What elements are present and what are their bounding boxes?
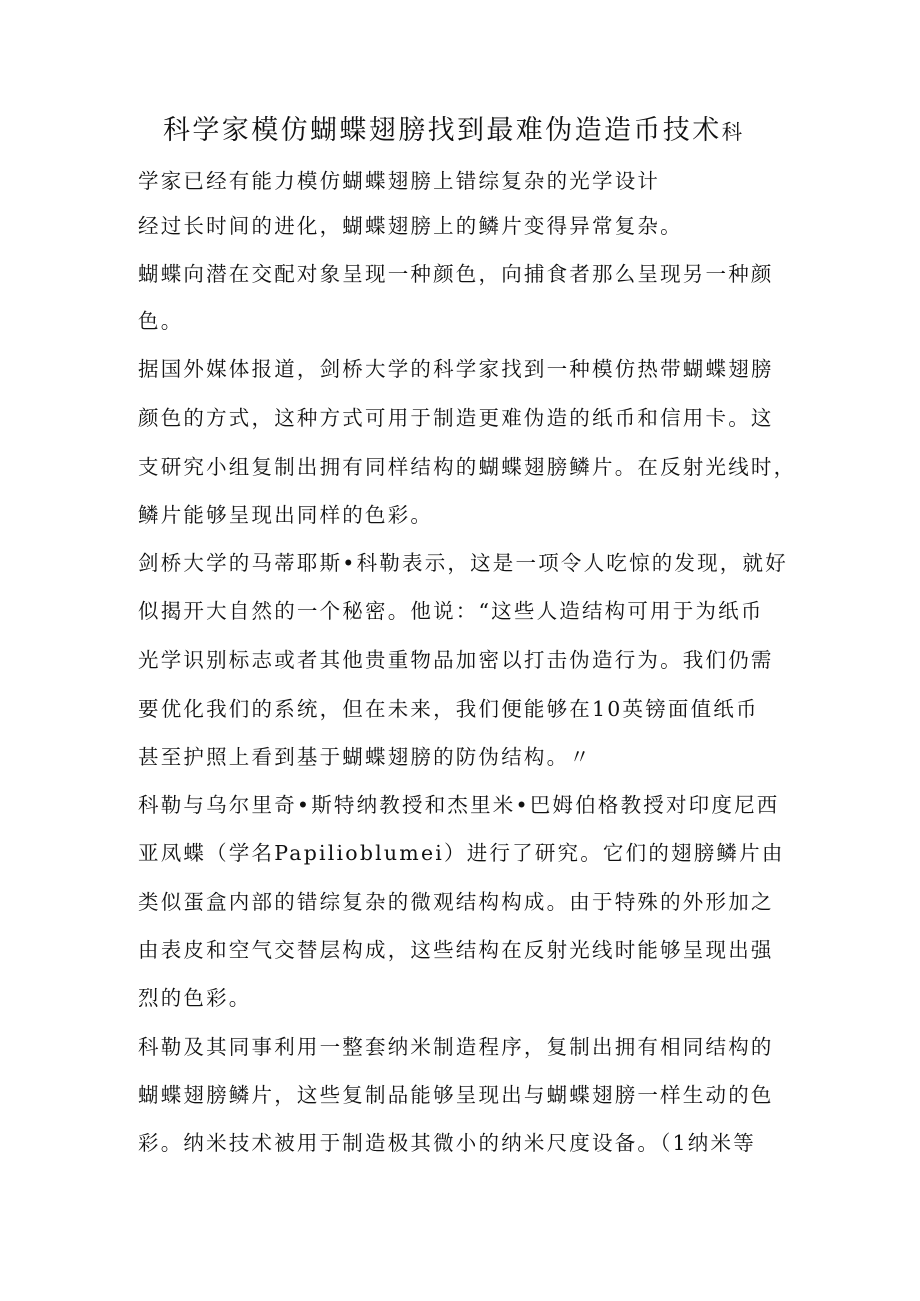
- paragraph-line: 蝴蝶翅膀鳞片，这些复制品能够呈现出与蝴蝶翅膀一样生动的色: [138, 1083, 774, 1107]
- paragraph-line: 科勒与乌尔里奇•斯特纳教授和杰里米•巴姆伯格教授对印度尼西: [138, 793, 780, 817]
- paragraph-line: 似揭开大自然的一个秘密。他说：“这些人造结构可用于为纸币: [138, 599, 764, 623]
- paragraph-line: 科勒及其同事利用一整套纳米制造程序，复制出拥有相同结构的: [138, 1035, 774, 1059]
- paragraph-line: 据国外媒体报道，剑桥大学的科学家找到一种模仿热带蝴蝶翅膀: [138, 357, 774, 381]
- paragraph-line: 剑桥大学的马蒂耶斯•科勒表示，这是一项令人吃惊的发现，就好: [138, 551, 788, 575]
- paragraph-line: 鳞片能够呈现出同样的色彩。: [138, 503, 434, 527]
- paragraph-line: 颜色的方式，这种方式可用于制造更难伪造的纸币和信用卡。这: [138, 406, 774, 430]
- paragraph-line: 亚凤蝶（学名Papilioblumei）进行了研究。它们的翅膀鳞片由: [138, 841, 785, 865]
- title-line: [163, 113, 744, 152]
- paragraph-line: 类似蛋盒内部的错综复杂的微观结构构成。由于特殊的外形加之: [138, 890, 774, 914]
- paragraph-line: 甚至护照上看到基于蝴蝶翅膀的防伪结构。〃: [138, 745, 592, 769]
- paragraph-line: 色。: [138, 309, 184, 333]
- paragraph-line: 光学识别标志或者其他贵重物品加密以打击伪造行为。我们仍需: [138, 648, 774, 672]
- paragraph-line: 由表皮和空气交替层构成，这些结构在反射光线时能够呈现出强: [138, 938, 774, 962]
- paragraph-line: 学家已经有能力模仿蝴蝶翅膀上错综复杂的光学设计: [138, 169, 661, 193]
- paragraph-line: 要优化我们的系统，但在未来，我们便能够在10英镑面值纸币: [138, 697, 759, 721]
- paragraph-line: 蝴蝶向潜在交配对象呈现一种颜色，向捕食者那么呈现另一种颜: [138, 262, 774, 286]
- paragraph-line: 经过长时间的进化，蝴蝶翅膀上的鳞片变得异常复杂。: [138, 214, 683, 238]
- paragraph-line: 彩。纳米技术被用于制造极其微小的纳米尺度设备。（1纳米等: [138, 1131, 756, 1155]
- document-title: 科学家模仿蝴蝶翅膀找到最难伪造造币技术: [163, 115, 722, 146]
- paragraph-line: 烈的色彩。: [138, 986, 252, 1010]
- title-trailing-text: 科: [721, 120, 745, 144]
- paragraph-line: 支研究小组复制出拥有同样结构的蝴蝶翅膀鳞片。在反射光线时，: [138, 455, 797, 479]
